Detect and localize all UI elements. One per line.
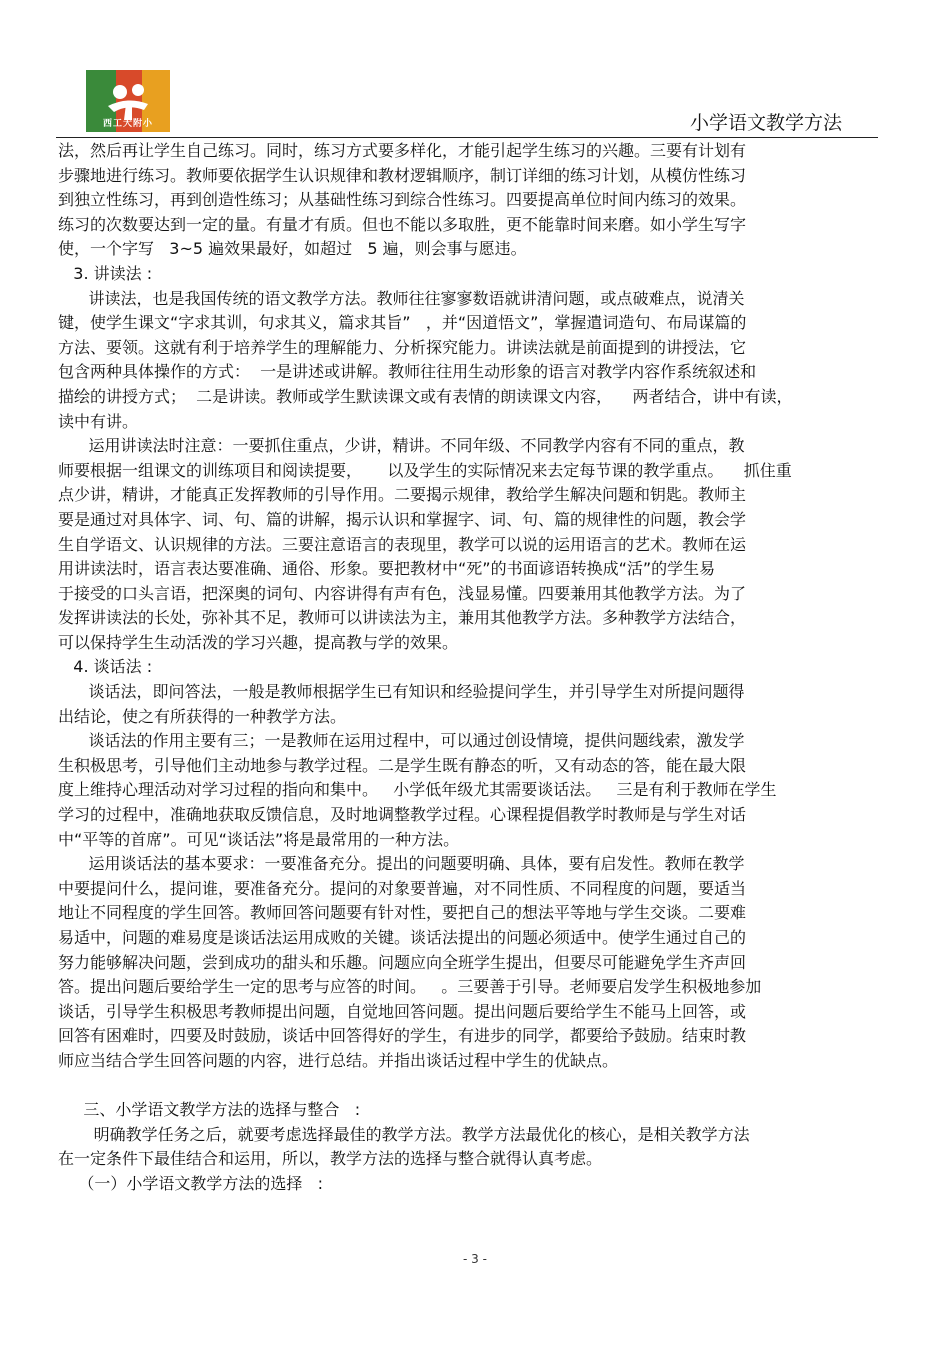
text-line: 讲读法，也是我国传统的语文教学方法。教师往往寥寥数语就讲清问题，或点破难点，说清关 (58, 288, 745, 308)
text-line: 回答有困难时，四要及时鼓励，谈话中回答得好的学生，有进步的同学，都要给予鼓励。结束时教 (58, 1026, 747, 1046)
text-line: 学习的过程中，准确地获取反馈信息，及时地调整教学过程。心课程提倡教学时教师是与学生对话 (58, 805, 747, 825)
text-line: 在一定条件下最佳结合和运用，所以，教学方法的选择与整合就得认真考虑。 (58, 1149, 603, 1169)
text-line: 生自学语文、认识规律的方法。三要注意语言的表现里，教学可以说的运用语言的艺术。教师在运 (58, 534, 747, 554)
text-line: 使，一个字写 3~5 遍效果最好，如超过 5 遍，则会事与愿违。 (58, 239, 527, 259)
text-line: 可以保持学生生动活泼的学习兴趣，提高教与学的效果。 (58, 632, 459, 652)
text-line: 键，使学生课文“字求其训，句求其义，篇求其旨” ，并“因道悟文”，掌握遣词造句、布局谋篇的 (58, 313, 747, 333)
school-logo (86, 70, 170, 132)
text-line: （一）小学语文教学方法的选择 : (58, 1173, 323, 1193)
text-line: 努力能够解决问题，尝到成功的甜头和乐趣。问题应向全班学生提出，但要尽可能避免学生齐声回 (58, 952, 747, 972)
text-line: 出结论，使之有所获得的一种教学方法。 (58, 706, 347, 726)
text-line: 明确教学任务之后，就要考虑选择最佳的教学方法。教学方法最优化的核心，是相关教学方法 (58, 1124, 750, 1144)
text-line (58, 1074, 878, 1099)
header-title: 小学语文教学方法 (689, 112, 842, 134)
text-line: 答。提出问题后要给学生一定的思考与应答的时间。 。三要善于引导。老师要启发学生积极地参加 (58, 977, 762, 997)
text-line: 用讲读法时，语言表达要准确、通俗、形象。要把教材中“死”的书面谚语转换成“活”的学生易 (58, 559, 716, 579)
text-line: 生积极思考，引导他们主动地参与教学过程。二是学生既有静态的听，又有动态的答，能在最大限 (58, 755, 747, 775)
text-line: 于接受的口头言语，把深奥的词句、内容讲得有声有色，浅显易懂。四要兼用其他教学方法。为了 (58, 583, 747, 603)
text-line: 步骤地进行练习。教师要依据学生认识规律和教材逻辑顺序，制订详细的练习计划，从模仿性练习 (58, 165, 747, 185)
text-line: 4. 谈话法 : (58, 657, 153, 677)
text-line: 点少讲，精讲，才能真正发挥教师的引导作用。二要揭示规律，教给学生解决问题和钥匙。教师主 (58, 485, 747, 505)
text-line: 法，然后再让学生自己练习。同时，练习方式要多样化，才能引起学生练习的兴趣。三要有计划有 (58, 141, 747, 160)
text-line: 运用讲读法时注意：一要抓住重点，少讲，精讲。不同年级、不同教学内容有不同的重点，教 (58, 436, 745, 456)
text-line: 读中有讲。 (58, 411, 139, 431)
text-line: 度上维持心理活动对学习过程的指向和集中。 小学低年级尤其需要谈话法。 三是有利于教师在学生 (58, 780, 777, 800)
document-body (58, 139, 878, 1197)
text-line: 发挥讲读法的长处，弥补其不足，教师可以讲读法为主，兼用其他教学方法。多种教学方法结合， (58, 608, 747, 628)
text-line: 三、小学语文教学方法的选择与整合 : (58, 1100, 361, 1120)
text-line: 方法、要领。这就有利于培养学生的理解能力、分析探究能力。讲读法就是前面提到的讲授法，它 (58, 337, 747, 357)
text-line: 易适中，问题的难易度是谈话法运用成败的关键。谈话法提出的问题必须适中。使学生通过自己的 (58, 928, 747, 947)
page-number: - 3 - (463, 1252, 487, 1266)
text-line: 谈话法，即问答法，一般是教师根据学生已有知识和经验提问学生，并引导学生对所提问题得 (58, 682, 745, 702)
text-line: 练习的次数要达到一定的量。有量才有质。但也不能以多取胜，更不能靠时间来磨。如小学生写字 (58, 214, 747, 234)
logo-text: 西工大附小 (102, 119, 153, 129)
text-line: 3. 讲读法 : (58, 263, 153, 283)
text-line: 师应当结合学生回答问题的内容，进行总结。并指出谈话过程中学生的优缺点。 (58, 1050, 619, 1070)
text-line: 谈话，引导学生积极思考教师提出问题，自觉地回答问题。提出问题后要给学生不能马上回答，或 (58, 1001, 747, 1021)
text-line: 要是通过对具体字、词、句、篇的讲解，揭示认识和掌握字、词、句、篇的规律性的问题，教会学 (58, 509, 747, 529)
text-line: 描绘的讲授方式； 二是讲读。教师或学生默读课文或有表情的朗读课文内容， 两者结合，讲中有读， (58, 386, 793, 406)
text-line: 地让不同程度的学生回答。教师回答问题要有针对性，要把自己的想法平等地与学生交谈。二要难 (58, 903, 747, 923)
text-line: 谈话法的作用主要有三；一是教师在运用过程中，可以通过创设情境，提供问题线索，激发学 (58, 731, 745, 751)
text-line: 包含两种具体操作的方式： 一是讲述或讲解。教师往往用生动形象的语言对教学内容作系统叙述和 (58, 362, 757, 382)
text-line: 师要根据一组课文的训练项目和阅读提要， 以及学生的实际情况来去定每节课的教学重点。 抓住重 (58, 460, 792, 480)
header-divider (56, 137, 878, 138)
text-line: 到独立性练习，再到创造性练习；从基础性练习到综合性练习。四要提高单位时间内练习的效果。 (58, 190, 747, 210)
text-line: 运用谈话法的基本要求：一要准备充分。提出的问题要明确、具体，要有启发性。教师在教学 (58, 854, 745, 874)
text-line: 中“平等的首席”。可见“谈话法”将是最常用的一种方法。 (58, 829, 460, 849)
text-line: 中要提问什么，提问谁，要准备充分。提问的对象要普遍，对不同性质、不同程度的问题，要适当 (58, 878, 747, 898)
